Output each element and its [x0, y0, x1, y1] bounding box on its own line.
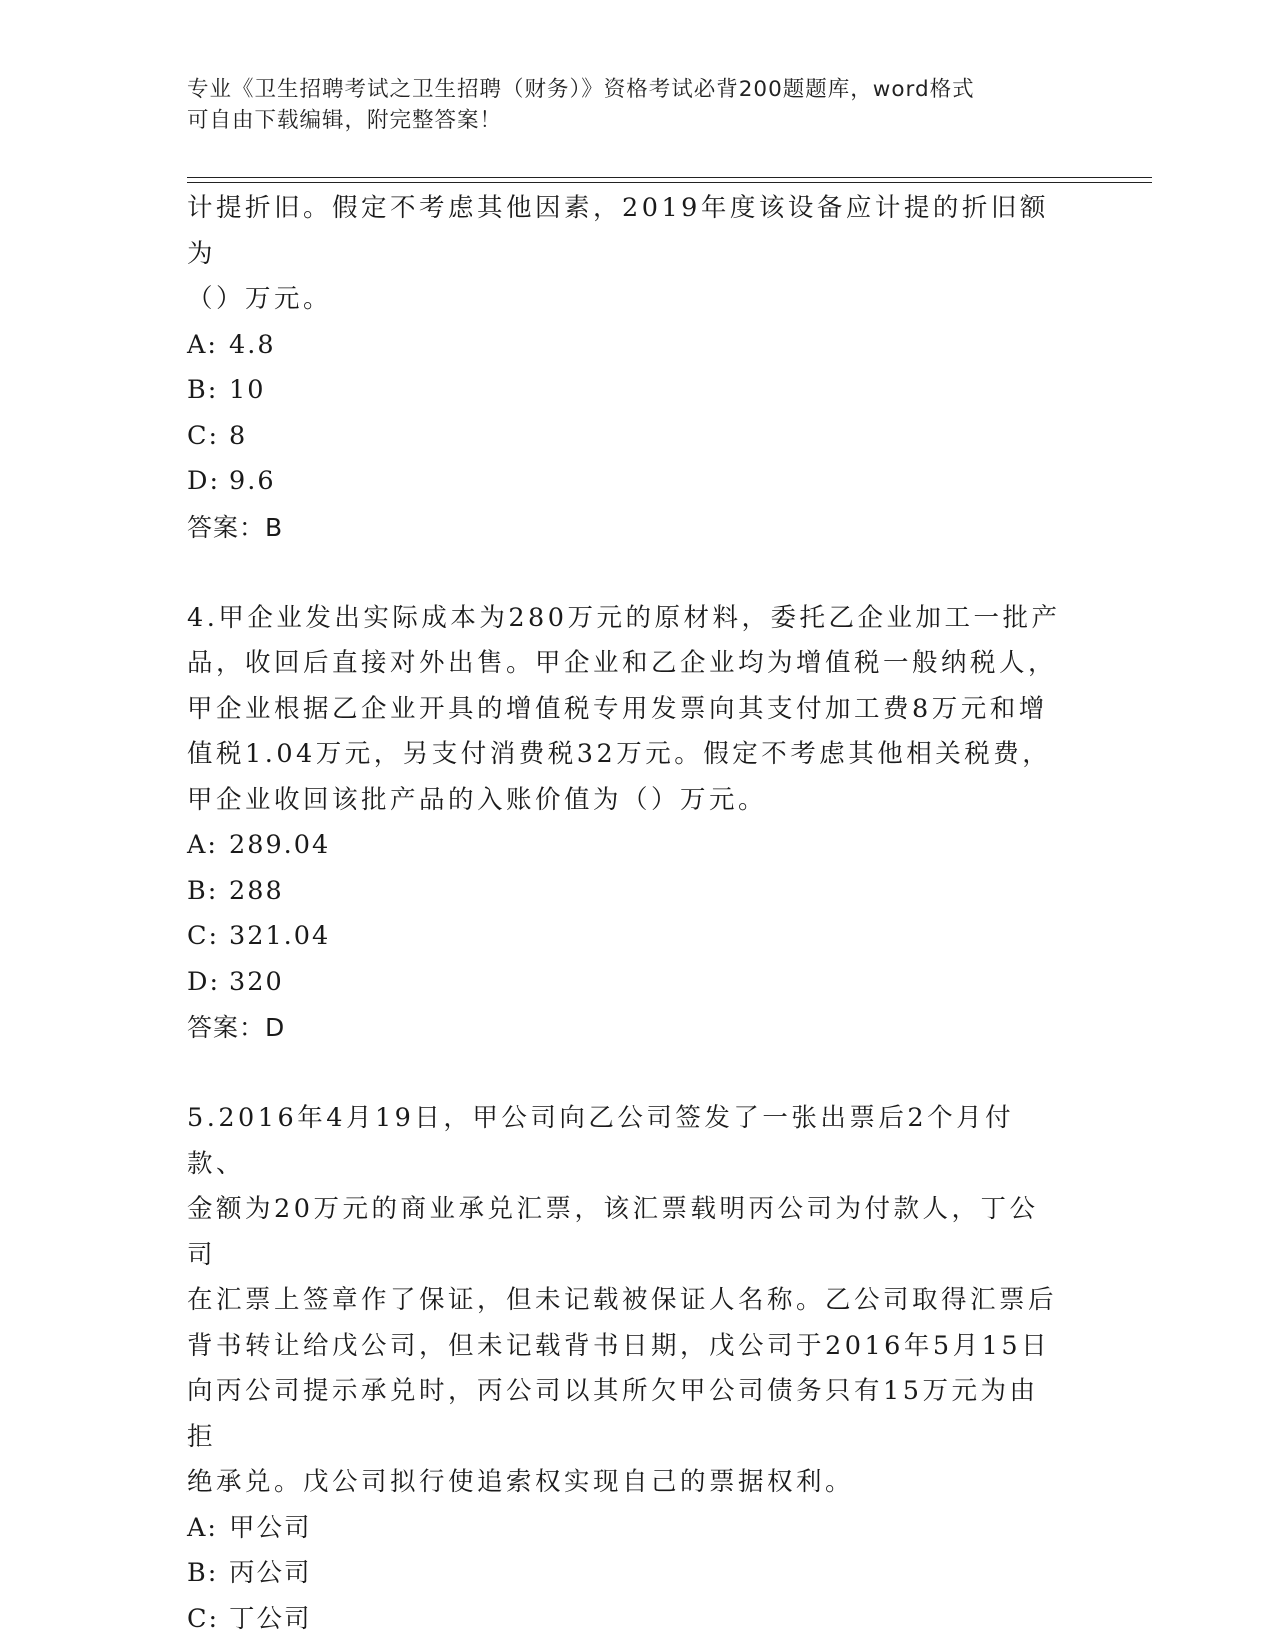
- question-3-text-line: （）万元。: [187, 284, 333, 314]
- question-5-text-line: 背书转让给戊公司，但未记载背书日期，戊公司于2016年5月15日: [187, 1330, 1051, 1361]
- question-4-text-line: 甲企业根据乙企业开具的增值税专用发票向其支付加工费8万元和增: [187, 693, 1048, 724]
- question-5-text-line: 金额为20万元的商业承兑汇票，该汇票载明丙公司为付款人，丁公司: [187, 1194, 1039, 1270]
- question-5-text-line: 5.2016年4月19日，甲公司向乙公司签发了一张出票后2个月付款、: [187, 1103, 1015, 1179]
- header-title-line-2: 可自由下载编辑，附完整答案！: [187, 108, 503, 133]
- question-3-answer: 答案：B: [187, 512, 284, 542]
- question-5-text-line: 向丙公司提示承兑时，丙公司以其所欠甲公司债务只有15万元为由拒: [187, 1376, 1039, 1452]
- question-4-text-line: 值税1.04万元，另支付消费税32万元。假定不考虑其他相关税费，: [187, 739, 1052, 769]
- question-4-option-a: A: 289.04: [187, 830, 331, 860]
- question-4-text-line: 甲企业收回该批产品的入账价值为（）万元。: [187, 784, 768, 815]
- question-4-option-d: D: 320: [187, 966, 284, 997]
- header-title-line-1: 专业《卫生招聘考试之卫生招聘（财务）》资格考试必背200题题库，word格式: [187, 77, 975, 102]
- question-3-option-c: C: 8: [187, 420, 248, 451]
- header-divider-top: [187, 177, 1152, 178]
- question-5-text-line: 在汇票上签章作了保证，但未记载被保证人名称。乙公司取得汇票后: [187, 1285, 1058, 1315]
- question-3-option-d: D: 9.6: [187, 466, 276, 496]
- question-3: [187, 186, 1067, 550]
- question-5-option-c: C: 丁公司: [187, 1603, 312, 1634]
- question-4-answer: 答案：D: [187, 1013, 286, 1042]
- question-4: [187, 596, 1067, 1051]
- question-5-text-line: 绝承兑。戊公司拟行使追索权实现自己的票据权利。: [187, 1467, 855, 1497]
- question-4-text-line: 品，收回后直接对外出售。甲企业和乙企业均为增值税一般纳税人，: [187, 648, 1058, 678]
- header-divider-bottom: [187, 182, 1152, 183]
- question-3-option-a: A: 4.8: [187, 329, 276, 360]
- question-content: [187, 186, 1067, 1642]
- question-5: [187, 1096, 1067, 1642]
- question-4-option-c: C: 321.04: [187, 921, 331, 951]
- question-4-text-line: 4.甲企业发出实际成本为280万元的原材料，委托乙企业加工一批产: [187, 602, 1061, 633]
- document-header: [187, 74, 1067, 136]
- question-3-text-line: 计提折旧。假定不考虑其他因素，2019年度该设备应计提的折旧额为: [187, 193, 1049, 269]
- question-5-option-a: A: 甲公司: [187, 1512, 312, 1543]
- question-4-option-b: B: 288: [187, 875, 284, 906]
- question-5-option-b: B: 丙公司: [187, 1558, 312, 1588]
- question-3-option-b: B: 10: [187, 375, 266, 405]
